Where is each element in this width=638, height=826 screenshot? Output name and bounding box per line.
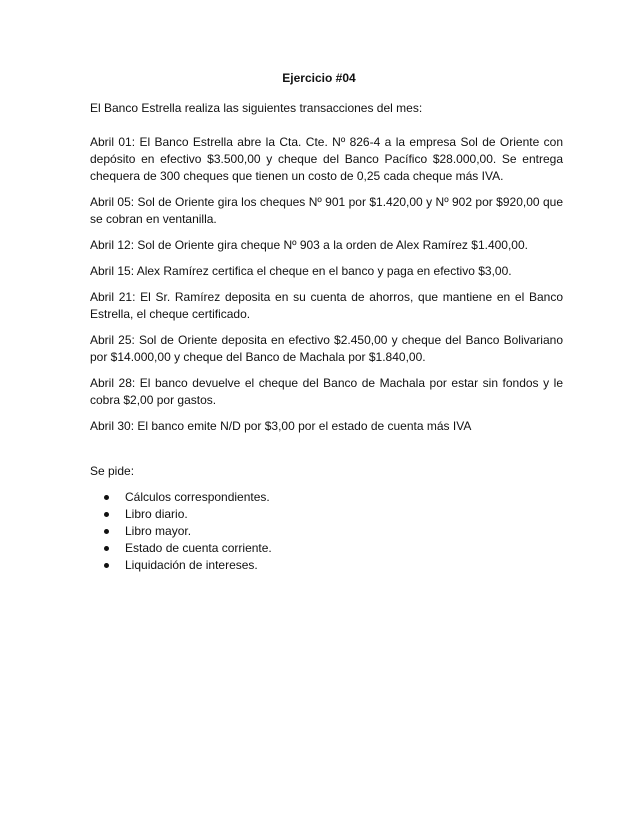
- transaction-paragraph: Abril 15: Alex Ramírez certifica el cheque en el banco y paga en efectivo $3,00.: [90, 264, 512, 278]
- list-item: [100, 523, 272, 540]
- task-label: Libro mayor.: [125, 524, 192, 538]
- transaction-paragraph: Abril 01: El Banco Estrella abre la Cta. Cte. Nº 826-4 a la empresa Sol de Oriente con depósito en efectivo $3.500,00 y cheque del Banco Pacífico $28.000,00. Se entrega chequera de 300 cheques que tienen un costo de 0,25 cada cheque más IVA.: [90, 135, 563, 183]
- intro-paragraph: El Banco Estrella realiza las siguientes transacciones del mes:: [90, 101, 423, 115]
- list-item: [100, 540, 272, 557]
- transaction-paragraph: Abril 21: El Sr. Ramírez deposita en su cuenta de ahorros, que mantiene en el Banco Estrella, el cheque certificado.: [90, 290, 563, 321]
- list-item: [100, 489, 272, 506]
- bullet-icon: [104, 495, 109, 500]
- bullet-icon: [104, 546, 109, 551]
- request-label: Se pide:: [90, 464, 135, 478]
- exercise-title: Ejercicio #04: [282, 71, 356, 85]
- task-list: [100, 489, 272, 574]
- list-item: [100, 506, 272, 523]
- transaction-paragraph: Abril 25: Sol de Oriente deposita en efectivo $2.450,00 y cheque del Banco Bolivariano por $14.000,00 y cheque del Banco de Machala por $1.840,00.: [90, 333, 563, 364]
- transaction-paragraph: Abril 28: El banco devuelve el cheque del Banco de Machala por estar sin fondos y le cobra $2,00 por gastos.: [90, 376, 563, 407]
- task-label: Liquidación de intereses.: [125, 558, 258, 572]
- task-label: Libro diario.: [125, 507, 188, 521]
- transaction-paragraph: Abril 12: Sol de Oriente gira cheque Nº 903 a la orden de Alex Ramírez $1.400,00.: [90, 238, 528, 252]
- list-item: [100, 557, 272, 574]
- task-label: Estado de cuenta corriente.: [125, 541, 272, 555]
- transaction-paragraph: Abril 30: El banco emite N/D por $3,00 por el estado de cuenta más IVA: [90, 419, 472, 433]
- transactions-list: [90, 134, 563, 444]
- transaction-paragraph: Abril 05: Sol de Oriente gira los cheques Nº 901 por $1.420,00 y Nº 902 por $920,00 que se cobran en ventanilla.: [90, 195, 563, 226]
- bullet-icon: [104, 563, 109, 568]
- bullet-icon: [104, 529, 109, 534]
- task-label: Cálculos correspondientes.: [125, 490, 270, 504]
- bullet-icon: [104, 512, 109, 517]
